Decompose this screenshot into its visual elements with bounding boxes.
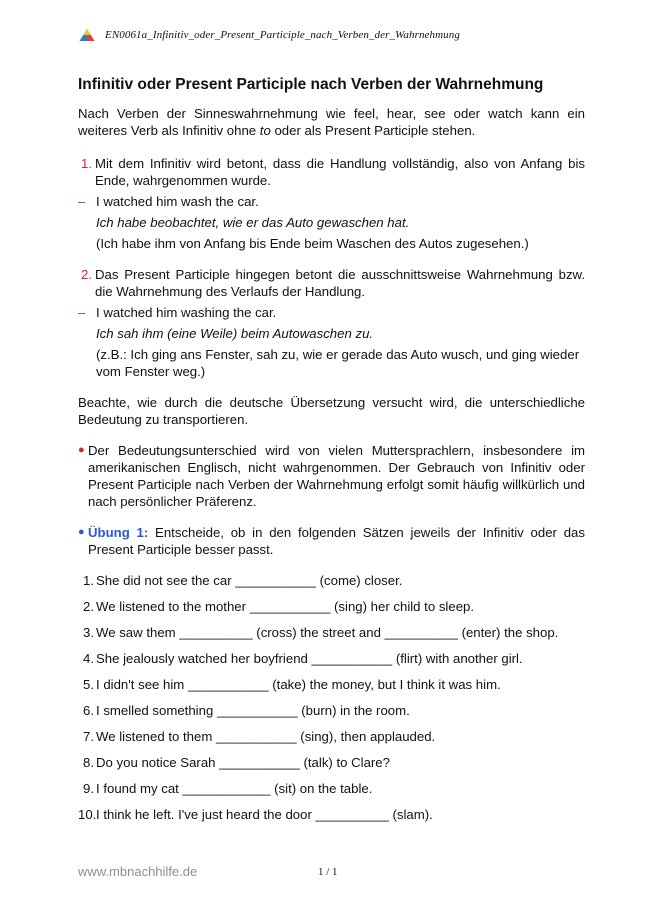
exercise-number: 7. [83,729,94,744]
observation-spacer [78,380,585,394]
example-1-stack [96,193,585,252]
example-2-dash: – [78,305,86,320]
exercise-number: 10. [78,807,97,822]
intro-text-start: Nach Verben der Sinneswahrnehmung wie feel, hear, see oder watch kann ein weiteres Verb als Infinitiv ohne [78,106,585,138]
exercise-number: 9. [83,781,94,796]
example-1-note: (Ich habe ihm von Anfang bis Ende beim Waschen des Autos zugesehen.) [96,236,529,251]
exercise-number: 1. [83,573,94,588]
red-bullet-icon: ● [78,444,85,456]
exercise-number: 4. [83,651,94,666]
exercise-instruction-text [88,524,585,558]
worksheet-content [78,76,585,832]
exercise-number: 3. [83,625,94,640]
exercise-item-1 [78,572,585,598]
exercise-number: 5. [83,677,94,692]
exercise-sentence: I think he left. I've just heard the door __________ (slam). [96,807,433,822]
rule-2-text: Das Present Participle hingegen betont die ausschnittsweise Wahrnehmung bzw. die Wahrnehmung des Verlaufs der Handlung. [95,267,585,299]
rule-1-row [78,155,585,189]
exercise-instruction [78,524,585,558]
exercise-list [78,572,585,832]
intro-paragraph [78,105,585,139]
exercise-item-7 [78,728,585,754]
exercise-item-2 [78,598,585,624]
rule-1-text: Mit dem Infinitiv wird betont, dass die Handlung vollständig, also von Anfang bis Ende, wahrgenommen wurde. [95,156,585,188]
example-2-stack [96,304,585,380]
footer-page-number: 1 / 1 [318,866,338,878]
example-1-sentence: I watched him wash the car. [96,194,259,209]
document-header [78,26,460,44]
exercise-item-6 [78,702,585,728]
exercise-sentence: I didn't see him ___________ (take) the money, but I think it was him. [96,677,501,692]
example-2-translation: Ich sah ihm (eine Weile) beim Autowaschen zu. [96,326,374,341]
exercise-spacer [78,510,585,524]
document-file-title: EN0061a_Infinitiv_oder_Present_Participle_nach_Verben_der_Wahrnehmung [105,29,460,41]
intro-text-end: oder als Present Participle stehen. [270,123,476,138]
example-2-sentence: I watched him washing the car. [96,305,277,320]
exercise-instruction-copy: Entscheide, ob in den folgenden Sätzen jeweils der Infinitiv oder das Present Participle besser passt. [88,525,585,557]
exercise-number: 2. [83,599,94,614]
exercise-sentence: We saw them __________ (cross) the street and __________ (enter) the shop. [96,625,559,640]
rule-2-row [78,266,585,300]
exercise-sentence: We listened to them ___________ (sing), then applauded. [96,729,436,744]
bullet-note [78,442,585,510]
exercise-label: Übung 1: [88,525,149,540]
exercise-sentence: Do you notice Sarah ___________ (talk) to Clare? [96,755,390,770]
rule-section-2 [78,266,585,380]
exercise-number: 8. [83,755,94,770]
exercise-item-5 [78,676,585,702]
exercise-item-10 [78,806,585,832]
exercise-item-4 [78,650,585,676]
rule-2-number: 2. [81,267,92,282]
rule-section-1 [78,155,585,252]
exercise-item-3 [78,624,585,650]
exercise-item-8 [78,754,585,780]
exercise-sentence: I smelled something ___________ (burn) in the room. [96,703,410,718]
example-1-block [78,193,585,252]
example-1-dash: – [78,194,86,209]
example-2-note: (z.B.: Ich ging ans Fenster, sah zu, wie er gerade das Auto wusch, und ging wieder vom Fenster weg.) [96,347,580,379]
footer-site-link[interactable]: www.mbnachhilfe.de [78,864,198,879]
triangle-logo-icon [78,28,96,42]
rule-1-number: 1. [81,156,92,171]
observation-paragraph: Beachte, wie durch die deutsche Übersetzung versucht wird, die unterschiedliche Bedeutung zu transportieren. [78,395,585,427]
example-2-block [78,304,585,380]
bullet-note-text: Der Bedeutungsunterschied wird von vielen Muttersprachlern, insbesondere im amerikanischen Englisch, nicht wahrgenommen. Der Gebrauch von Infinitiv oder Present Participle nach Verben der Wahrnehmung erfolgt somit häufig willkürlich und nach persönlicher Präferenz. [88,443,585,509]
intro-italic-to: to [259,123,271,138]
blue-bullet-icon: ● [78,526,85,538]
exercise-item-9 [78,780,585,806]
example-1-translation: Ich habe beobachtet, wie er das Auto gewaschen hat. [96,215,410,230]
exercise-sentence: She did not see the car ___________ (come) closer. [96,573,403,588]
bullet-note-spacer [78,428,585,442]
exercise-sentence: I found my cat ____________ (sit) on the table. [96,781,373,796]
page-title: Infinitiv oder Present Participle nach Verben der Wahrnehmung [78,76,544,93]
exercise-sentence: We listened to the mother ___________ (sing) her child to sleep. [96,599,475,614]
section-spacer [78,252,585,266]
exercise-sentence: She jealously watched her boyfriend ___________ (flirt) with another girl. [96,651,523,666]
exercise-number: 6. [83,703,94,718]
